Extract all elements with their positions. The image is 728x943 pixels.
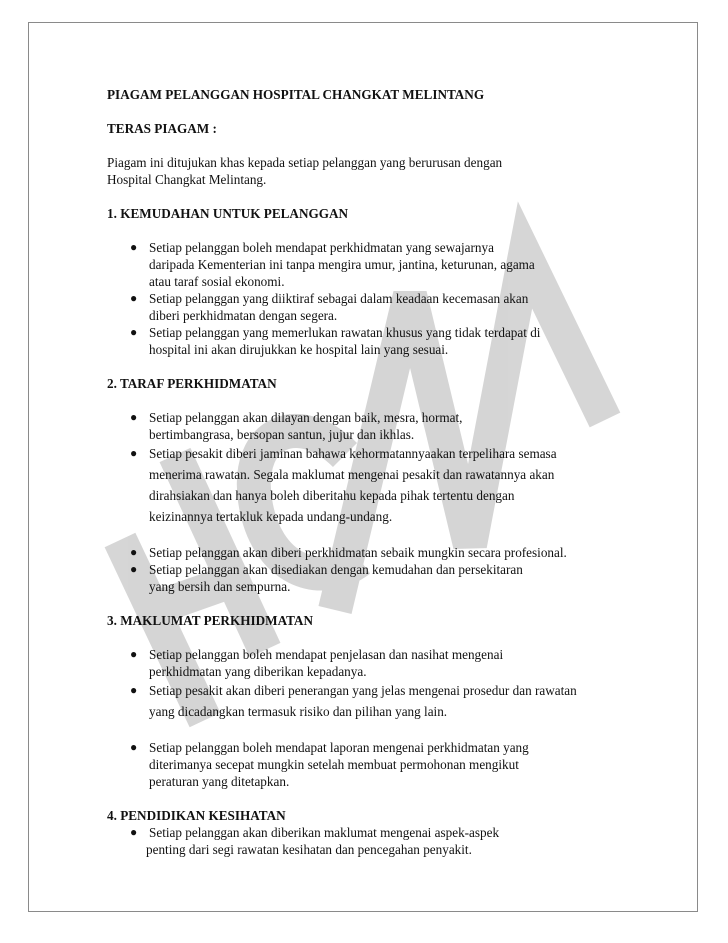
list-item <box>107 409 627 443</box>
bullet-icon: ● <box>130 545 138 559</box>
bullet-icon: ● <box>130 446 138 460</box>
list-line: daripada Kementerian ini tanpa mengira umur, jantina, keturunan, agama <box>149 257 535 272</box>
bullet-list <box>107 409 627 443</box>
list-line: Setiap pelanggan yang memerlukan rawatan khusus yang tidak terdapat di <box>149 325 541 340</box>
bullet-icon: ● <box>130 647 138 661</box>
list-line: yang bersih dan sempurna. <box>149 579 291 594</box>
bullet-icon: ● <box>130 291 138 305</box>
list-item <box>107 739 627 790</box>
list-line: perkhidmatan yang diberikan kepadanya. <box>149 664 367 679</box>
list-line: Setiap pelanggan akan dilayan dengan baik, mesra, hormat, <box>149 410 463 425</box>
list-line: bertimbangrasa, bersopan santun, jujur dan ikhlas. <box>149 427 415 442</box>
bullet-icon: ● <box>130 410 138 424</box>
list-item <box>107 680 627 722</box>
list-line: Setiap pelanggan boleh mendapat perkhidmatan yang sewajarnya <box>149 240 494 255</box>
list-item <box>107 824 627 858</box>
bullet-icon: ● <box>130 562 138 576</box>
bullet-icon: ● <box>130 240 138 254</box>
list-item <box>107 239 627 290</box>
list-line: atau taraf sosial ekonomi. <box>149 274 285 289</box>
intro-line: Piagam ini ditujukan khas kepada setiap pelanggan yang berurusan dengan <box>107 155 503 170</box>
list-item <box>107 646 627 680</box>
list-line: Setiap pelanggan akan diberikan maklumat mengenai aspek-aspek <box>149 825 500 840</box>
list-line: yang dicadangkan termasuk risiko dan pilihan yang lain. <box>149 704 448 719</box>
document-content <box>107 86 627 858</box>
list-item <box>107 561 627 595</box>
bullet-list <box>107 443 627 527</box>
bullet-icon: ● <box>130 740 138 754</box>
list-line: Setiap pelanggan yang diiktiraf sebagai dalam keadaan kecemasan akan <box>149 291 529 306</box>
list-line: keizinannya tertakluk kepada undang-undang. <box>149 509 393 524</box>
bullet-icon: ● <box>130 825 138 839</box>
list-line: Setiap pelanggan akan diberi perkhidmatan sebaik mungkin secara profesional. <box>149 545 567 560</box>
list-item <box>107 443 627 527</box>
intro-paragraph <box>107 154 627 188</box>
list-line: dirahsiakan dan hanya boleh diberitahu kepada pihak tertentu dengan <box>149 488 515 503</box>
bullet-list <box>107 646 627 680</box>
list-line: Setiap pelanggan boleh mendapat penjelasan dan nasihat mengenai <box>149 647 504 662</box>
section-heading: 3. MAKLUMAT PERKHIDMATAN <box>107 613 313 628</box>
list-line: hospital ini akan dirujukkan ke hospital lain yang sesuai. <box>149 342 449 357</box>
list-line: menerima rawatan. Segala maklumat mengenai pesakit dan rawatannya akan <box>149 467 555 482</box>
list-line: Setiap pesakit akan diberi penerangan yang jelas mengenai prosedur dan rawatan <box>149 683 577 698</box>
list-item <box>107 324 627 358</box>
list-line: penting dari segi rawatan kesihatan dan pencegahan penyakit. <box>146 842 472 857</box>
intro-line: Hospital Changkat Melintang. <box>107 172 267 187</box>
document-title: PIAGAM PELANGGAN HOSPITAL CHANGKAT MELINTANG <box>107 87 485 102</box>
bullet-list <box>107 739 627 790</box>
section-heading: 4. PENDIDIKAN KESIHATAN <box>107 808 286 823</box>
list-line: Setiap pelanggan boleh mendapat laporan mengenai perkhidmatan yang <box>149 740 529 755</box>
bullet-icon: ● <box>130 325 138 339</box>
list-item <box>107 290 627 324</box>
document-subtitle: TERAS PIAGAM : <box>107 121 217 136</box>
list-line: Setiap pelanggan akan disediakan dengan kemudahan dan persekitaran <box>149 562 523 577</box>
list-line: diterimanya secepat mungkin setelah membuat permohonan mengikut <box>149 757 519 772</box>
list-line: peraturan yang ditetapkan. <box>149 774 290 789</box>
section-heading: 2. TARAF PERKHIDMATAN <box>107 376 277 391</box>
bullet-list <box>107 824 627 858</box>
bullet-list <box>107 680 627 722</box>
section-heading: 1. KEMUDAHAN UNTUK PELANGGAN <box>107 206 349 221</box>
bullet-list <box>107 239 627 358</box>
bullet-icon: ● <box>130 683 138 697</box>
list-line: Setiap pesakit diberi jaminan bahawa kehormatannyaakan terpelihara semasa <box>149 446 557 461</box>
bullet-list <box>107 544 627 595</box>
list-item <box>107 544 627 561</box>
list-line: diberi perkhidmatan dengan segera. <box>149 308 338 323</box>
